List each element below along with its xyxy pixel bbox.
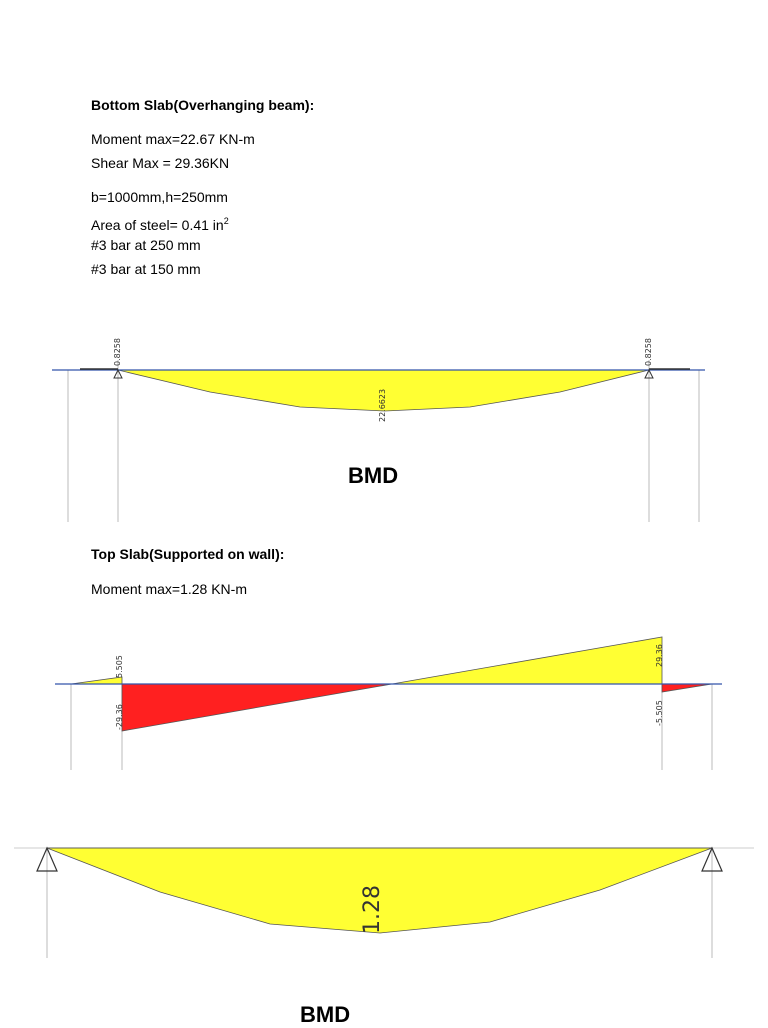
- top-slab-bmd-caption: BMD: [300, 1002, 351, 1027]
- area-of-steel-text: Area of steel= 0.41 in: [91, 217, 224, 233]
- bottom-slab-moment-max: Moment max=22.67 KN-m: [91, 131, 255, 147]
- top-slab-bmd: [14, 848, 754, 958]
- bmd-left-end-label: 0.8258: [113, 338, 122, 366]
- bottom-slab-shear-max: Shear Max = 29.36KN: [91, 155, 230, 171]
- bottom-slab-dimensions: b=1000mm,h=250mm: [91, 189, 228, 205]
- bottom-slab-bmd-caption: BMD: [348, 463, 399, 488]
- bottom-slab-bar-2: #3 bar at 150 mm: [91, 261, 201, 277]
- sfd-negative-region: [122, 684, 392, 731]
- sfd-right-overhang-label: -5.505: [655, 700, 664, 726]
- bmd2-mid-label: 1.28: [360, 885, 385, 934]
- sfd-positive-region: [392, 637, 662, 684]
- bottom-slab-bmd: [52, 338, 705, 522]
- top-slab-heading: Top Slab(Supported on wall):: [91, 546, 285, 562]
- sfd-left-overhang-label: 5.505: [115, 655, 124, 678]
- bottom-slab-heading: Bottom Slab(Overhanging beam):: [91, 97, 315, 113]
- sfd-left-support-label: -29.36: [115, 704, 124, 730]
- sfd-right-overhang-negative: [662, 684, 712, 692]
- bottom-slab-bar-1: #3 bar at 250 mm: [91, 237, 201, 253]
- top-slab-sfd: [55, 637, 722, 770]
- sfd-right-support-label: 29.36: [655, 644, 664, 667]
- bmd-mid-label: 22.6623: [378, 388, 387, 422]
- top-slab-moment-max: Moment max=1.28 KN-m: [91, 581, 247, 597]
- bmd-right-end-label: 0.8258: [644, 338, 653, 366]
- area-unit-exponent: 2: [223, 216, 229, 226]
